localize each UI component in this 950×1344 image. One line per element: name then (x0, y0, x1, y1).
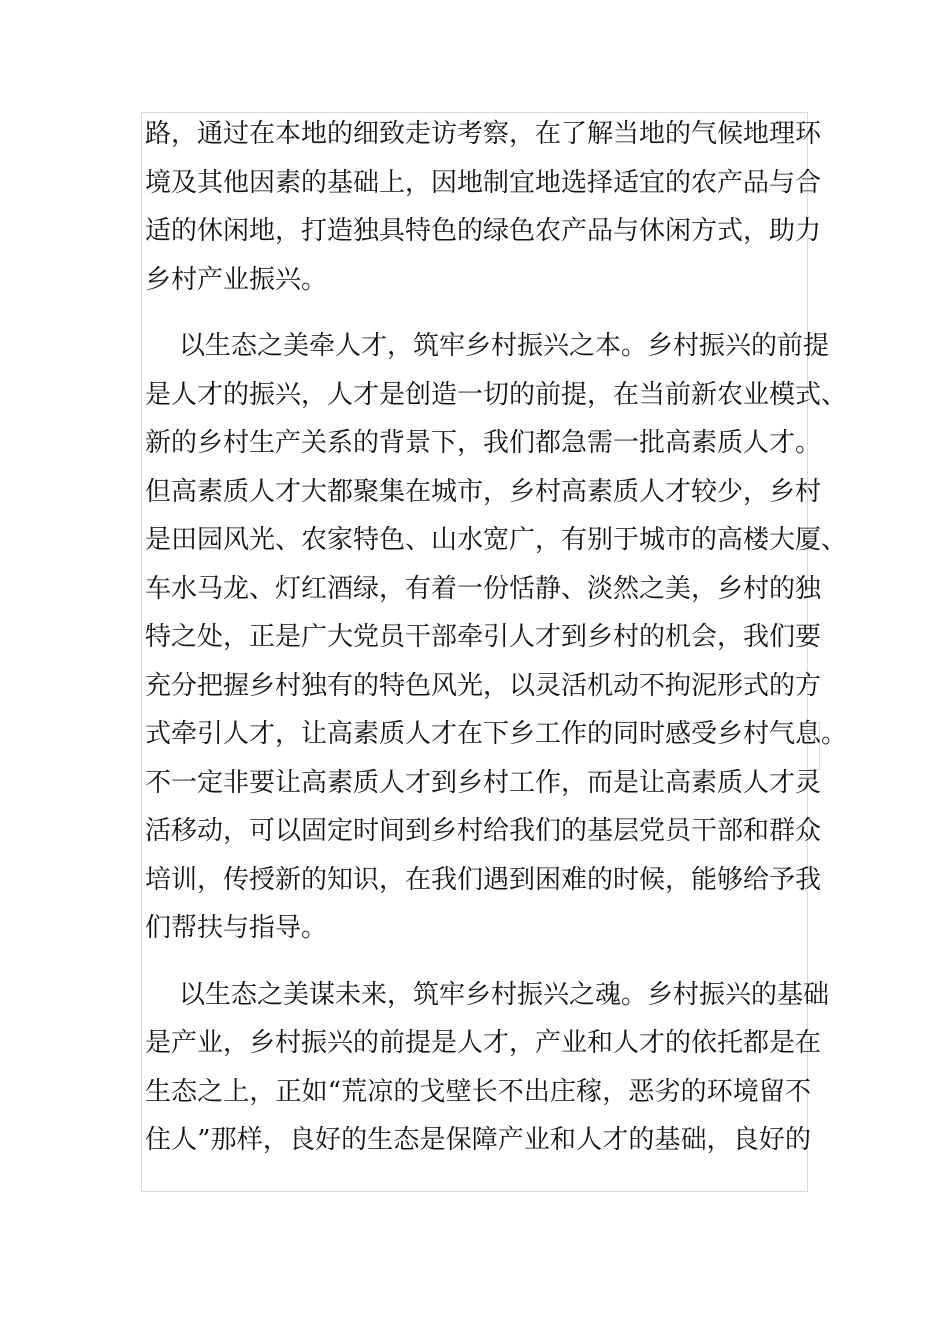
paragraph-3 (145, 971, 830, 1165)
paragraph-line: 新的乡村生产关系的背景下，我们都急需一批高素质人才。 (145, 428, 822, 458)
paragraph-line: 住人”那样，良好的生态是保障产业和人才的基础，良好的 (145, 1125, 811, 1155)
paragraph-line: 充分把握乡村独有的特色风光，以灵活机动不拘泥形式的方 (145, 670, 822, 701)
paragraph-line: 们帮扶与指导。 (145, 913, 328, 943)
paragraph-2 (145, 322, 848, 953)
body-text (145, 110, 848, 1165)
paragraph-spacer (145, 304, 811, 322)
paragraph-line: 但高素质人才大都聚集在城市，乡村高素质人才较少，乡村 (145, 476, 822, 507)
paragraph-line: 是人才的振兴，人才是创造一切的前提，在当前新农业模式、 (145, 379, 848, 410)
paragraph-line: 适的休闲地，打造独具特色的绿色农产品与休闲方式，助力 (145, 216, 822, 246)
paragraph-line: 境及其他因素的基础上，因地制宜地选择适宜的农产品与合 (145, 167, 822, 198)
paragraph-line: 培训，传授新的知识，在我们遇到困难的时候，能够给予我 (145, 864, 822, 895)
paragraph-line: 以生态之美牵人才，筑牢乡村振兴之本。乡村振兴的前提 (179, 331, 830, 361)
paragraph-line: 车水马龙、灯红酒绿，有着一份恬静、淡然之美，乡村的独 (145, 573, 822, 604)
paragraph-line: 活移动，可以固定时间到乡村给我们的基层党员干部和群众 (145, 816, 822, 846)
paragraph-line: 不一定非要让高素质人才到乡村工作，而是让高素质人才灵 (145, 767, 822, 798)
paragraph-line: 式牵引人才，让高素质人才在下乡工作的同时感受乡村气息。 (145, 719, 848, 749)
paragraph-line: 以生态之美谋未来，筑牢乡村振兴之魂。乡村振兴的基础 (179, 979, 830, 1010)
paragraph-1 (145, 110, 822, 304)
paragraph-line: 乡村产业振兴。 (145, 264, 328, 295)
paragraph-line: 是产业，乡村振兴的前提是人才，产业和人才的依托都是在 (145, 1028, 822, 1058)
paragraph-spacer (145, 953, 811, 971)
paragraph-line: 是田园风光、农家特色、山水宽广，有别于城市的高楼大厦、 (145, 525, 848, 555)
paragraph-line: 特之处，正是广大党员干部牵引人才到乡村的机会，我们要 (145, 622, 822, 652)
paragraph-line: 路，通过在本地的细致走访考察，在了解当地的气候地理环 (145, 119, 822, 149)
paragraph-line: 生态之上，正如“荒凉的戈壁长不出庄稼，恶劣的环境留不 (145, 1076, 811, 1107)
